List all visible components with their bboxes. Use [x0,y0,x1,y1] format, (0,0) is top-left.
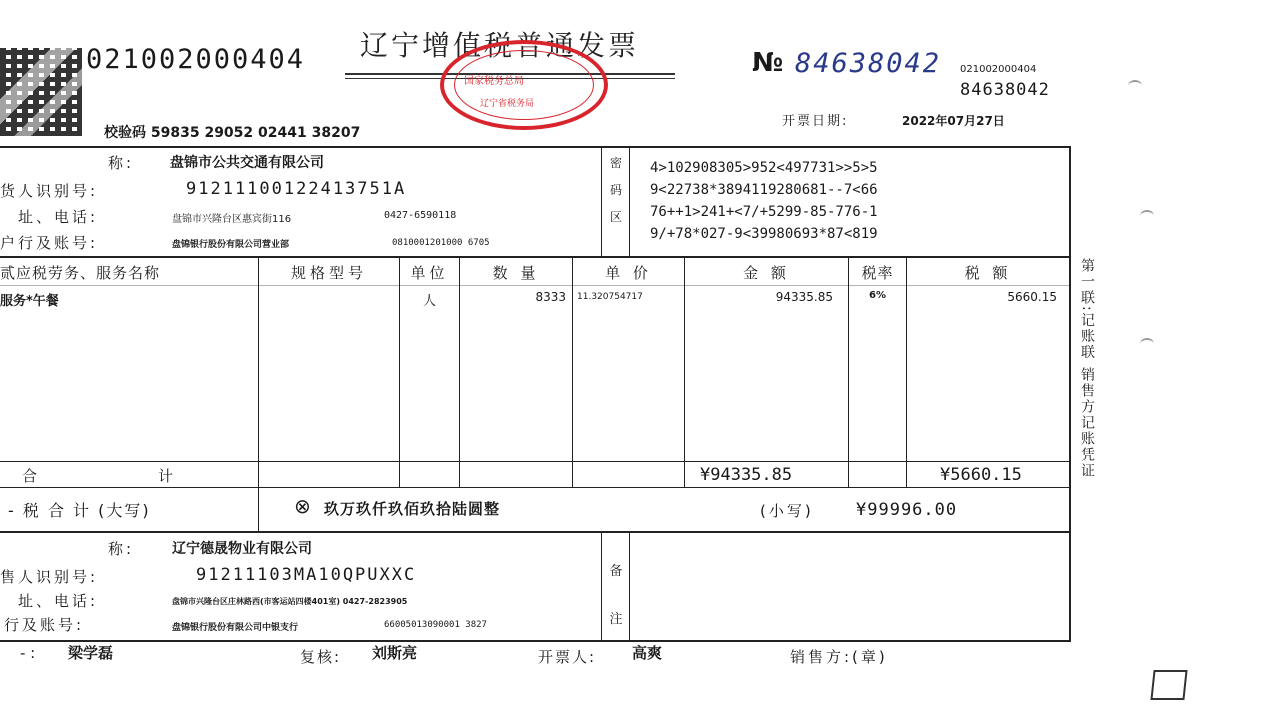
payee-name: 梁学磊 [68,644,114,662]
seal-text: 辽宁省税务局 [480,99,535,109]
col-header-spec: 规格型号 [290,264,367,282]
item-name: 服务*午餐 [0,294,59,309]
date-label: 开票日期: [782,114,849,129]
item-unit: 人 [422,294,436,309]
cipher-label: 密 码 区 [609,156,622,224]
issuer-label: 开票人: [538,648,597,666]
grand-total-uppercase: 玖万玖仟玖佰玖拾陆圆整 [324,500,501,518]
item-amount: 94335.85 [775,290,833,304]
item-qty: 8333 [535,290,566,304]
buyer-taxid: 91211100122413751A [186,179,407,199]
invoice-number-small: 84638042 [960,80,1050,100]
buyer-address-label: 址、电话: [18,208,99,226]
col-header-amount: 金 额 [743,264,790,282]
cipher-line: 9/+78*027-9<39980693*87<819 [650,226,878,242]
buyer-account: 0810001201000 6705 [392,238,490,248]
buyer-taxid-label: 货人识别号: [0,182,99,200]
invoice-number: 84638042 [795,48,942,79]
seller-address-label: 址、电话: [18,592,99,610]
seller-address: 盘锦市兴隆台区庄林路西(市客运站四楼401室) 0427-2823905 [172,597,408,606]
reviewer-name: 刘斯亮 [372,644,418,662]
cross-circle-icon: ⊗ [294,494,311,518]
issuer-name: 高爽 [632,644,663,662]
corner-mark [1150,670,1187,700]
invoice-date: 2022年07月27日 [902,114,1005,128]
col-header-unit: 单位 [410,264,449,282]
invoice-title: 辽宁增值税普通发票 [360,29,640,62]
seller-taxid-label: 售人识别号: [0,568,99,586]
item-rate: 6% [869,290,886,301]
item-tax: 5660.15 [1007,290,1057,304]
buyer-name: 盘锦市公共交通有限公司 [170,155,324,171]
remark-area [631,533,1068,639]
cipher-line: 76++1>241+<7/+5299-85-776-1 [650,204,878,220]
remark-label: 备 注 [609,564,623,627]
grand-total-value: ¥99996.00 [856,500,958,520]
col-header-qty: 数 量 [492,264,540,282]
payee-label: - : [20,644,36,662]
reviewer-label: 复核: [300,648,342,666]
seller-name-label: 称: [108,540,135,558]
item-price: 11.320754717 [577,292,643,302]
invoice-code: 021002000404 [86,44,306,75]
grand-total-small-label: (小写) [760,502,814,520]
grand-total-label: - 税 合 计 (大写) [8,501,151,520]
buyer-bank: 盘锦银行股份有限公司营业部 [172,240,290,250]
buyer-bank-label: 户行及账号: [0,234,99,252]
col-header-tax: 税 额 [964,264,1012,282]
seller-bank: 盘锦银行股份有限公司中银支行 [172,623,299,633]
seller-seal-label: 销售方:(章) [790,648,888,666]
col-header-price: 单 价 [605,264,652,282]
seller-bank-label: 行及账号: [4,616,85,634]
buyer-address: 盘锦市兴隆台区惠宾街116 [172,214,292,225]
total-tax: ¥5660.15 [940,465,1022,485]
invoice-code-small: 021002000404 [960,64,1037,75]
seller-name: 辽宁德晟物业有限公司 [172,541,312,557]
total-label-he: 合 [22,467,38,485]
seller-taxid: 91211103MA10QPUXXC [196,565,417,585]
number-symbol: № [752,48,784,78]
col-header-rate: 税率 [861,264,894,282]
cipher-line: 4>102908305>952<497731>>5>5 [650,160,878,176]
total-amount: ¥94335.85 [700,465,793,485]
cipher-area [650,157,878,245]
cipher-line: 9<22738*3894119280681--7<66 [650,182,878,198]
seal-text: 国家税务总局 [464,76,524,87]
buyer-phone: 0427-6590118 [384,210,457,221]
seller-account: 66005013090001 3827 [384,620,487,630]
total-label-ji: 计 [158,467,174,485]
col-header-name: 贰应税劳务、服务名称 [0,264,161,282]
copy-label: 第一联:记账联 销售方记账凭证 [1079,258,1095,480]
check-code: 校验码 59835 29052 02441 38207 [104,125,361,141]
tax-seal [440,40,608,130]
buyer-name-label: 称: [108,154,135,172]
